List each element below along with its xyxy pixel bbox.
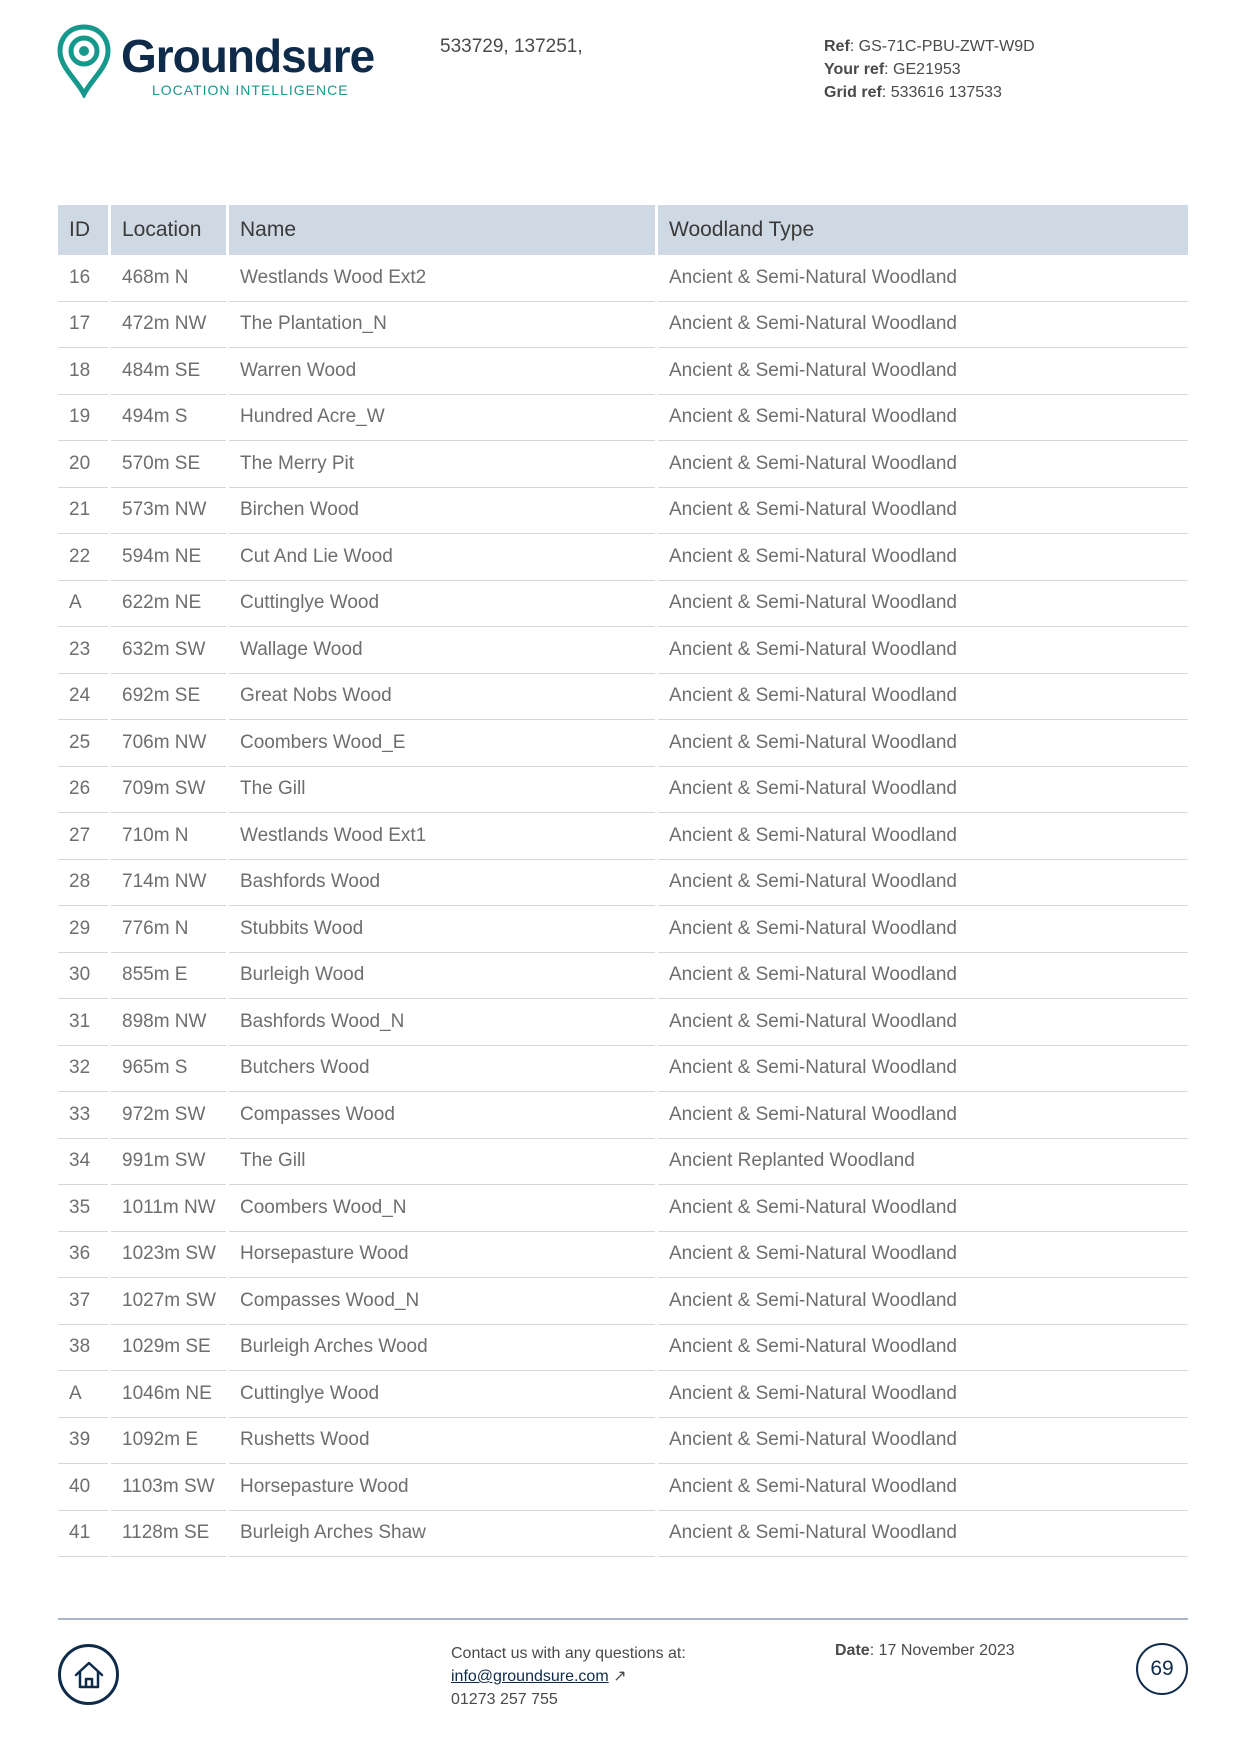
- email-line: [451, 1665, 686, 1688]
- table-row: [58, 394, 1188, 441]
- cell-location: 594m NE: [110, 534, 228, 581]
- cell-name: The Merry Pit: [228, 441, 657, 488]
- header-woodland-type: Woodland Type: [657, 205, 1189, 255]
- cell-id: 38: [58, 1324, 110, 1371]
- cell-id: 25: [58, 720, 110, 767]
- cell-woodland-type: Ancient & Semi-Natural Woodland: [657, 627, 1189, 674]
- phone-number: 01273 257 755: [451, 1691, 558, 1708]
- cell-id: 40: [58, 1464, 110, 1511]
- your-ref-label: Your ref: [824, 61, 885, 78]
- table-row: [58, 1417, 1188, 1464]
- header-location: Location: [110, 205, 228, 255]
- cell-name: Compasses Wood_N: [228, 1278, 657, 1325]
- cell-name: Coombers Wood_E: [228, 720, 657, 767]
- cell-location: 898m NW: [110, 999, 228, 1046]
- footer-divider: [58, 1618, 1188, 1620]
- cell-id: 33: [58, 1092, 110, 1139]
- grid-ref-line: [824, 81, 1035, 104]
- your-ref-line: [824, 58, 1035, 81]
- cell-location: 1029m SE: [110, 1324, 228, 1371]
- cell-id: 24: [58, 673, 110, 720]
- cell-name: Stubbits Wood: [228, 906, 657, 953]
- cell-name: Westlands Wood Ext2: [228, 255, 657, 301]
- cell-woodland-type: Ancient & Semi-Natural Woodland: [657, 1278, 1189, 1325]
- reference-block: [824, 35, 1035, 104]
- cell-id: 30: [58, 952, 110, 999]
- cell-id: 36: [58, 1231, 110, 1278]
- brand-tagline: LOCATION INTELLIGENCE: [152, 82, 349, 98]
- cell-name: Burleigh Arches Shaw: [228, 1510, 657, 1557]
- table-row: [58, 255, 1188, 301]
- cell-name: Rushetts Wood: [228, 1417, 657, 1464]
- cell-name: Great Nobs Wood: [228, 673, 657, 720]
- cell-id: 32: [58, 1045, 110, 1092]
- cell-id: 41: [58, 1510, 110, 1557]
- table-row: [58, 673, 1188, 720]
- cell-woodland-type: Ancient & Semi-Natural Woodland: [657, 487, 1189, 534]
- cell-id: 20: [58, 441, 110, 488]
- woodland-table: [58, 205, 1188, 1557]
- contact-block: [451, 1642, 686, 1711]
- ref-value: : GS-71C-PBU-ZWT-W9D: [849, 38, 1035, 55]
- cell-location: 484m SE: [110, 348, 228, 395]
- date-label: Date: [835, 1642, 870, 1659]
- cell-name: Compasses Wood: [228, 1092, 657, 1139]
- cell-name: Birchen Wood: [228, 487, 657, 534]
- table-row: [58, 441, 1188, 488]
- cell-location: 991m SW: [110, 1138, 228, 1185]
- table-row: [58, 534, 1188, 581]
- cell-location: 706m NW: [110, 720, 228, 767]
- table-row: [58, 952, 1188, 999]
- cell-id: 37: [58, 1278, 110, 1325]
- cell-woodland-type: Ancient & Semi-Natural Woodland: [657, 1092, 1189, 1139]
- cell-location: 632m SW: [110, 627, 228, 674]
- cell-woodland-type: Ancient & Semi-Natural Woodland: [657, 1510, 1189, 1557]
- cell-id: 21: [58, 487, 110, 534]
- cell-woodland-type: Ancient & Semi-Natural Woodland: [657, 1464, 1189, 1511]
- email-link[interactable]: info@groundsure.com: [451, 1668, 609, 1685]
- your-ref-value: : GE21953: [884, 61, 961, 78]
- cell-name: Butchers Wood: [228, 1045, 657, 1092]
- cell-woodland-type: Ancient & Semi-Natural Woodland: [657, 301, 1189, 348]
- table-row: [58, 1324, 1188, 1371]
- cell-location: 710m N: [110, 813, 228, 860]
- table-row: [58, 1464, 1188, 1511]
- cell-name: Coombers Wood_N: [228, 1185, 657, 1232]
- cell-location: 1092m E: [110, 1417, 228, 1464]
- cell-name: Bashfords Wood_N: [228, 999, 657, 1046]
- cell-woodland-type: Ancient & Semi-Natural Woodland: [657, 1045, 1189, 1092]
- cell-id: 34: [58, 1138, 110, 1185]
- cell-name: Cuttinglye Wood: [228, 580, 657, 627]
- cell-woodland-type: Ancient & Semi-Natural Woodland: [657, 766, 1189, 813]
- table-row: [58, 1185, 1188, 1232]
- cell-name: The Gill: [228, 1138, 657, 1185]
- table-row: [58, 813, 1188, 860]
- ref-label: Ref: [824, 38, 850, 55]
- header-name: Name: [228, 205, 657, 255]
- cell-name: Warren Wood: [228, 348, 657, 395]
- date-value: : 17 November 2023: [869, 1642, 1015, 1659]
- cell-location: 1027m SW: [110, 1278, 228, 1325]
- cell-id: A: [58, 580, 110, 627]
- grid-ref-value: : 533616 137533: [881, 84, 1002, 101]
- table-row: [58, 720, 1188, 767]
- cell-id: 26: [58, 766, 110, 813]
- cell-name: Burleigh Arches Wood: [228, 1324, 657, 1371]
- cell-id: 22: [58, 534, 110, 581]
- cell-location: 468m N: [110, 255, 228, 301]
- cell-id: 39: [58, 1417, 110, 1464]
- cell-location: 1103m SW: [110, 1464, 228, 1511]
- table-row: [58, 999, 1188, 1046]
- cell-id: 18: [58, 348, 110, 395]
- cell-location: 709m SW: [110, 766, 228, 813]
- cell-name: Westlands Wood Ext1: [228, 813, 657, 860]
- site-coordinates: 533729, 137251,: [440, 36, 583, 57]
- cell-name: Horsepasture Wood: [228, 1464, 657, 1511]
- cell-name: Burleigh Wood: [228, 952, 657, 999]
- cell-location: 622m NE: [110, 580, 228, 627]
- cell-id: 23: [58, 627, 110, 674]
- table-row: [58, 301, 1188, 348]
- table-row: [58, 1138, 1188, 1185]
- contact-text: Contact us with any questions at:: [451, 1645, 686, 1662]
- cell-location: 1046m NE: [110, 1371, 228, 1418]
- cell-id: 29: [58, 906, 110, 953]
- table-row: [58, 1045, 1188, 1092]
- cell-location: 965m S: [110, 1045, 228, 1092]
- cell-location: 714m NW: [110, 859, 228, 906]
- cell-woodland-type: Ancient & Semi-Natural Woodland: [657, 534, 1189, 581]
- table-row: [58, 859, 1188, 906]
- groundsure-logo[interactable]: [57, 24, 387, 104]
- cell-name: Cuttinglye Wood: [228, 1371, 657, 1418]
- cell-woodland-type: Ancient & Semi-Natural Woodland: [657, 441, 1189, 488]
- home-button[interactable]: [58, 1644, 119, 1705]
- cell-id: 35: [58, 1185, 110, 1232]
- table-row: [58, 627, 1188, 674]
- cell-woodland-type: Ancient & Semi-Natural Woodland: [657, 999, 1189, 1046]
- cell-location: 573m NW: [110, 487, 228, 534]
- cell-woodland-type: Ancient & Semi-Natural Woodland: [657, 952, 1189, 999]
- cell-woodland-type: Ancient Replanted Woodland: [657, 1138, 1189, 1185]
- cell-name: The Gill: [228, 766, 657, 813]
- cell-location: 972m SW: [110, 1092, 228, 1139]
- cell-woodland-type: Ancient & Semi-Natural Woodland: [657, 859, 1189, 906]
- cell-location: 1011m NW: [110, 1185, 228, 1232]
- table-row: [58, 1231, 1188, 1278]
- cell-id: 17: [58, 301, 110, 348]
- cell-location: 692m SE: [110, 673, 228, 720]
- table-row: [58, 1092, 1188, 1139]
- cell-name: Hundred Acre_W: [228, 394, 657, 441]
- cell-woodland-type: Ancient & Semi-Natural Woodland: [657, 394, 1189, 441]
- cell-location: 855m E: [110, 952, 228, 999]
- brand-name: Groundsure: [121, 30, 375, 82]
- cell-id: 27: [58, 813, 110, 860]
- cell-id: A: [58, 1371, 110, 1418]
- ref-line: [824, 35, 1035, 58]
- cell-location: 1128m SE: [110, 1510, 228, 1557]
- table-row: [58, 906, 1188, 953]
- external-link-icon[interactable]: ↗: [613, 1668, 627, 1685]
- cell-name: Bashfords Wood: [228, 859, 657, 906]
- cell-name: Cut And Lie Wood: [228, 534, 657, 581]
- cell-woodland-type: Ancient & Semi-Natural Woodland: [657, 1185, 1189, 1232]
- table-row: [58, 487, 1188, 534]
- cell-location: 776m N: [110, 906, 228, 953]
- table-row: [58, 766, 1188, 813]
- home-icon: [73, 1660, 105, 1690]
- header-id: ID: [58, 205, 110, 255]
- cell-id: 31: [58, 999, 110, 1046]
- table-row: [58, 1510, 1188, 1557]
- cell-id: 19: [58, 394, 110, 441]
- cell-woodland-type: Ancient & Semi-Natural Woodland: [657, 1417, 1189, 1464]
- cell-location: 472m NW: [110, 301, 228, 348]
- report-date: [835, 1642, 1015, 1660]
- cell-woodland-type: Ancient & Semi-Natural Woodland: [657, 720, 1189, 767]
- table-row: [58, 1371, 1188, 1418]
- cell-id: 28: [58, 859, 110, 906]
- cell-woodland-type: Ancient & Semi-Natural Woodland: [657, 1324, 1189, 1371]
- cell-woodland-type: Ancient & Semi-Natural Woodland: [657, 348, 1189, 395]
- cell-woodland-type: Ancient & Semi-Natural Woodland: [657, 580, 1189, 627]
- cell-woodland-type: Ancient & Semi-Natural Woodland: [657, 1231, 1189, 1278]
- table-row: [58, 348, 1188, 395]
- cell-woodland-type: Ancient & Semi-Natural Woodland: [657, 673, 1189, 720]
- cell-woodland-type: Ancient & Semi-Natural Woodland: [657, 906, 1189, 953]
- cell-location: 570m SE: [110, 441, 228, 488]
- cell-name: Horsepasture Wood: [228, 1231, 657, 1278]
- location-pin-icon: [57, 24, 111, 98]
- cell-location: 1023m SW: [110, 1231, 228, 1278]
- cell-woodland-type: Ancient & Semi-Natural Woodland: [657, 255, 1189, 301]
- cell-woodland-type: Ancient & Semi-Natural Woodland: [657, 1371, 1189, 1418]
- cell-location: 494m S: [110, 394, 228, 441]
- cell-woodland-type: Ancient & Semi-Natural Woodland: [657, 813, 1189, 860]
- cell-id: 16: [58, 255, 110, 301]
- grid-ref-label: Grid ref: [824, 84, 882, 101]
- table-body: [58, 255, 1188, 1557]
- cell-name: The Plantation_N: [228, 301, 657, 348]
- cell-name: Wallage Wood: [228, 627, 657, 674]
- table-row: [58, 580, 1188, 627]
- table-header-row: [58, 205, 1188, 255]
- page-number: 69: [1136, 1643, 1188, 1695]
- table-row: [58, 1278, 1188, 1325]
